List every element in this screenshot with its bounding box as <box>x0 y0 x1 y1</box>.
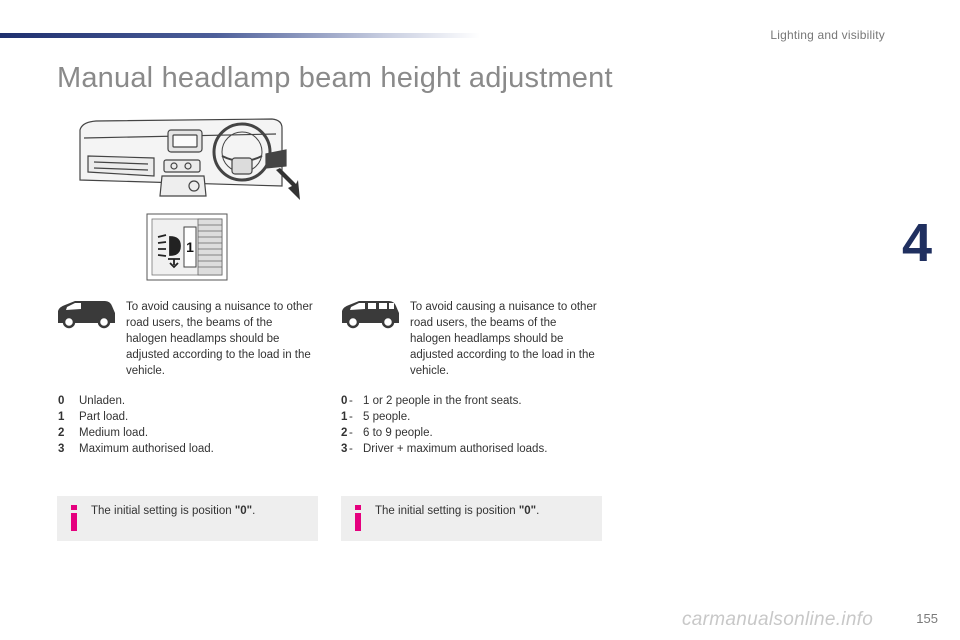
dashboard-illustration <box>76 116 304 208</box>
list-item <box>58 393 214 409</box>
position-description: 5 people. <box>363 411 411 423</box>
position-separator: - <box>349 395 353 407</box>
position-description: Driver + maximum authorised loads. <box>363 443 548 455</box>
info-suffix: . <box>252 505 256 517</box>
list-item <box>58 425 214 441</box>
position-number: 3 <box>341 443 348 455</box>
position-separator: - <box>349 443 353 455</box>
knob-position-label: 1 <box>186 239 194 255</box>
position-description: Medium load. <box>79 427 149 439</box>
info-suffix: . <box>536 505 540 517</box>
info-note <box>57 496 318 541</box>
halogen-warning-text: To avoid causing a nuisance to other road users, the beams of the halogen headlamps should be adjusted according to the load in the vehicle. <box>126 301 313 377</box>
position-number: 1 <box>58 411 65 423</box>
info-note-text <box>91 503 255 519</box>
load-positions-list <box>58 393 214 457</box>
info-icon <box>67 505 81 531</box>
minibus-icon <box>339 299 401 329</box>
position-separator: - <box>349 427 353 439</box>
page-number: 155 <box>916 611 938 626</box>
position-description: Part load. <box>79 411 129 423</box>
info-note <box>341 496 602 541</box>
list-item <box>341 441 547 457</box>
info-prefix: The initial setting is position <box>375 505 519 517</box>
position-number: 0 <box>341 395 348 407</box>
info-prefix: The initial setting is position <box>91 505 235 517</box>
position-description: 6 to 9 people. <box>363 427 433 439</box>
beam-adjust-knob <box>146 213 228 281</box>
watermark: carmanualsonline.info <box>682 609 874 630</box>
info-value: "0" <box>234 505 253 517</box>
info-value: "0" <box>518 505 537 517</box>
chapter-number: 4 <box>902 213 933 273</box>
section-header: Lighting and visibility <box>770 28 885 42</box>
header-accent-bar <box>0 33 480 38</box>
position-number: 0 <box>58 395 65 407</box>
page-title: Manual headlamp beam height adjustment <box>57 62 613 94</box>
list-item <box>58 441 214 457</box>
list-item <box>341 425 547 441</box>
info-note-text <box>375 503 539 519</box>
position-number: 3 <box>58 443 65 455</box>
position-number: 2 <box>58 427 65 439</box>
position-description: 1 or 2 people in the front seats. <box>363 395 522 407</box>
position-number: 2 <box>341 427 348 439</box>
position-description: Unladen. <box>79 395 126 407</box>
passenger-positions-list <box>341 393 547 457</box>
list-item <box>341 409 547 425</box>
position-number: 1 <box>341 411 348 423</box>
panel-van-icon <box>55 299 117 329</box>
position-description: Maximum authorised load. <box>79 443 214 455</box>
list-item <box>341 393 547 409</box>
halogen-warning-text: To avoid causing a nuisance to other road users, the beams of the halogen headlamps should be adjusted according to the load in the vehicle. <box>410 301 597 377</box>
position-separator: - <box>349 411 353 423</box>
info-icon <box>351 505 365 531</box>
list-item <box>58 409 214 425</box>
